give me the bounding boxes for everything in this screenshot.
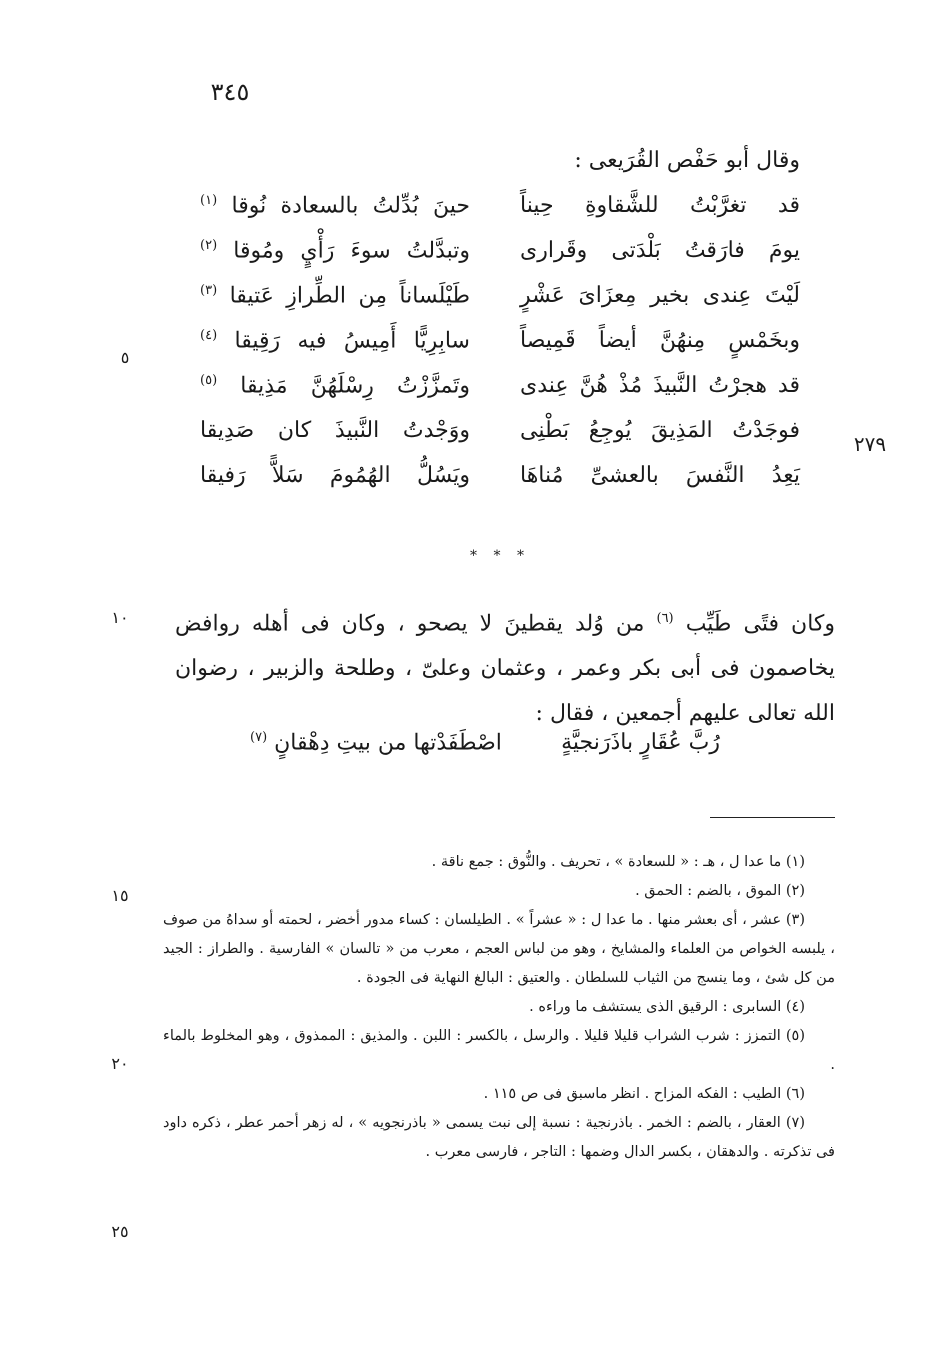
footnote: (٢) الموق ، بالضم : الحمق . [635, 883, 805, 899]
poem-intro: وقال أبو حَفْص القُرَيعى : [574, 148, 800, 173]
second-hemistich: وتبدَّلتُ سوءَ رَأْيٍ ومُوقا $^{(٢)}$ [200, 238, 471, 264]
line-marker: ٢٥ [111, 1222, 129, 1241]
footnote-ref: (٣) [200, 283, 218, 298]
footnote-ref: (٤) [200, 328, 218, 343]
poem [200, 193, 800, 508]
verse-line [200, 463, 800, 508]
first-hemistich: وبخَمْسٍ مِنهُنَّ أيضاً قَمِيصاً [520, 328, 800, 353]
line-marker: ١٠ [111, 608, 129, 627]
footnote-ref: (٥) [200, 373, 218, 388]
footnote: (٧) العقار ، بالضم : الخمر . باذرنجية : نسبة إلى نبت يسمى « باذرنجويه » ، له زهر أحمر عطر ، ذكره داود فى تذكرته . والدهقان ، بكسر الدال وضمها : التاجر ، فارسى معرب . [163, 1115, 835, 1160]
prose-paragraph: وكان فتًى طَيِّب $^{(٦)}$ من وُلد يقطينَ لا يصحو ، وكان فى أهله روافض يخاصمون فى أبى بكر وعمر ، وعثمان وعلىّ ، وطلحة والزبير ، رضوان الله تعالى عليهم أجمعين ، فقال : [175, 611, 835, 727]
second-hemistich: حينَ بُدِّلتُ بالسعادة نُوقا $^{(١)}$ [200, 193, 470, 219]
footnote-ref: (٦) [656, 611, 674, 626]
second-hemistich: ويَسُلُّ الهُمُومَ سَلاًّ رَفيقا [200, 463, 470, 488]
second-hemistich: طَيْلَساناً مِن الطِّرازِ عَتيقا $^{(٣)}$ [200, 283, 471, 309]
footnote: (٣) عشر ، أى بعشر منها . ما عدا ل : « عشراً » . الطيلسان : كساء مدور أخضر ، لحمته أو سداهُ من صوف ، يلبسه الخواص من العلماء والمشايخ ، وهو من لباس العجم ، معرب من « تالسان » الفارسية . والطراز : الجيد من كل شئ ، وما ينسج من الثياب للسلطان . والعتيق : البالغ النهاية فى الجودة . [163, 912, 835, 986]
line-marker: ١٥ [111, 886, 129, 905]
footnote: (٥) التمزز : شرب الشراب قليلا قليلا . والرسل ، بالكسر : اللبن . والمذيق : الممذوق ، وهو المخلوط بالماء . [163, 1028, 835, 1073]
page-number: ٣٤٥ [210, 78, 250, 106]
first-hemistich: قد هجرْتُ النَّبيذَ مُذْ هُنَّ عِندى [520, 373, 800, 398]
verse-line [200, 283, 800, 328]
second-hemistich: ووَجْدتُ النَّبيذَ كان صَدِيقا [200, 418, 470, 443]
first-hemistich: يَعِدُ النَّفسَ بالعشىِّ مُناهَا [520, 463, 800, 488]
first-hemistich: يومَ فارَقتُ بَلْدَتى وقَرارى [520, 238, 800, 263]
first-hemistich: فوجَدْتُ المَذِيقَ يُوجِعُ بَطْنِى [520, 418, 800, 443]
footnote: (١) ما عدا ل ، هـ : « للسعادة » ، تحريف . والنُّوق : جمع ناقة . [431, 854, 805, 870]
footnote-ref: (٧) [250, 730, 268, 745]
verse-line [200, 328, 800, 373]
footnotes [163, 848, 835, 1167]
line-marker: ٥ [120, 348, 130, 367]
line-marker: ٢٠ [111, 1054, 129, 1073]
second-hemistich: وتَمزَّزْتُ رِسْلَهُنَّ مَذِيقا $^{(٥)}$ [200, 373, 470, 399]
first-hemistich: رُبَّ عُقَارٍ باذَرَنجيَّةٍ [561, 730, 720, 755]
second-hemistich: سابِرِيًّا أَمِيسُ فيه رَقِيقا $^{(٤)}$ [200, 328, 470, 354]
verse-line [200, 373, 800, 418]
footnote-ref: (٢) [200, 238, 218, 253]
footnote-ref: (١) [200, 193, 218, 208]
footnote-rule [710, 817, 835, 818]
second-hemistich: اصْطَفَدْتها من بيتِ دِهْقانٍ $^{(٧)}$ [250, 730, 502, 756]
verse-line [200, 418, 800, 463]
verse-line [200, 238, 800, 283]
final-verse [250, 730, 720, 755]
section-separator: * * * [470, 548, 530, 564]
margin-page-number: ٢٧٩ [853, 432, 887, 456]
verse-line [200, 193, 800, 238]
first-hemistich: لَيْتَ عِندى بخير مِعزَاىَ عَشْرٍ [520, 283, 800, 308]
footnote: (٤) السابرى : الرقيق الذى يستشف ما وراءه . [529, 999, 805, 1015]
first-hemistich: قد تغرَّبْتُ للشَّقاوةِ حِيناً [520, 193, 800, 218]
footnote: (٦) الطيب : الفكه المزاح . انظر ماسبق فى ص ١١٥ . [483, 1086, 805, 1102]
